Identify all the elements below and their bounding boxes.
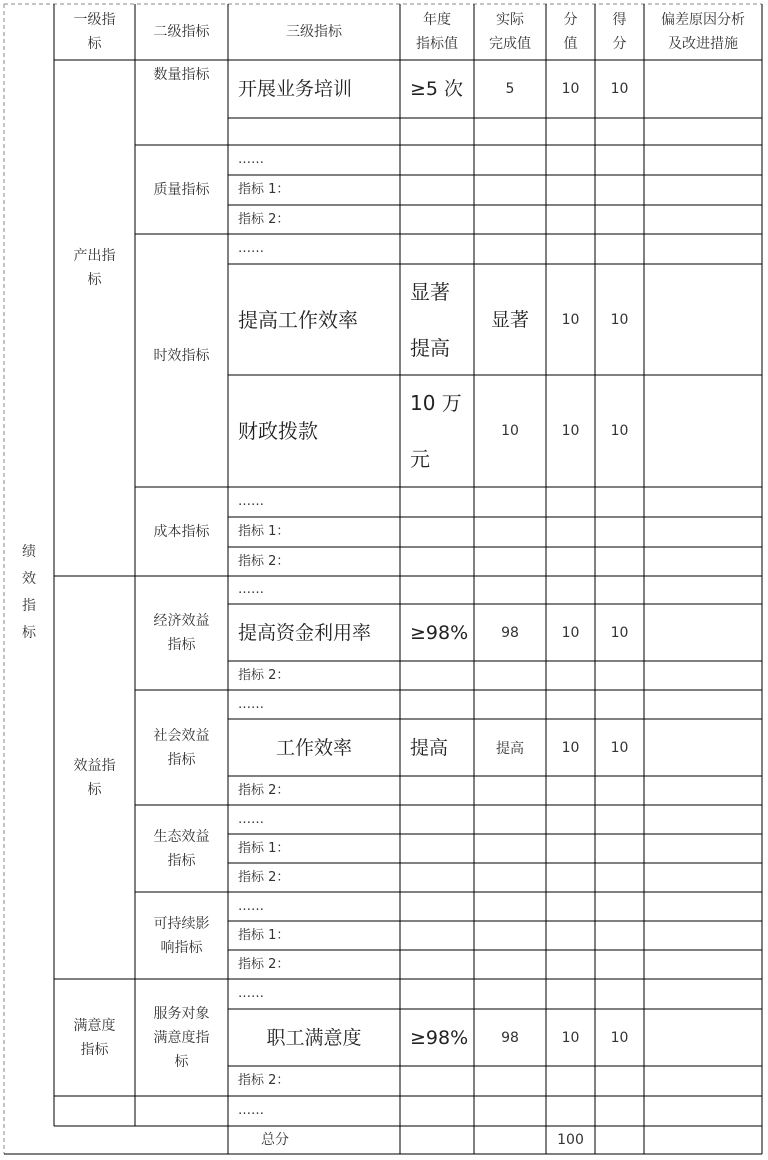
row-deviation-analysis [644, 1096, 762, 1126]
row-score: 10 [610, 624, 629, 641]
row-deviation-analysis [644, 145, 762, 175]
row-deviation-analysis [644, 118, 762, 145]
row-deviation-analysis [644, 60, 762, 118]
row-points [546, 517, 595, 547]
row-annual-target: ≥5 次 [410, 78, 464, 100]
row-score: 10 [610, 423, 629, 439]
row-deviation-analysis [644, 576, 762, 604]
row-score [595, 950, 644, 979]
row-indicator: 指标 1： [238, 927, 290, 943]
row-actual-value [474, 950, 546, 979]
row-indicator: 提高工作效率 [238, 307, 358, 332]
row-deviation-analysis [644, 604, 762, 661]
row-points: 10 [561, 423, 580, 439]
row-indicator: 指标 2： [238, 782, 290, 798]
row-actual-value [474, 1066, 546, 1096]
row-indicator: 提高资金利用率 [238, 621, 372, 644]
row-points [546, 979, 595, 1009]
row-actual-value: 5 [505, 81, 515, 97]
row-score [595, 576, 644, 604]
row-annual-target [400, 1096, 474, 1126]
row-points [546, 1096, 595, 1126]
row-actual-value [474, 921, 546, 950]
row-actual-value [474, 661, 546, 690]
row-points [546, 1066, 595, 1096]
row-indicator: 指标 1： [238, 182, 290, 197]
row-actual-value: 10 [501, 423, 519, 439]
row-indicator: 指标 2： [238, 1073, 290, 1088]
row-annual-target: 提高 [410, 736, 449, 759]
row-actual-value: 显著 [490, 308, 529, 331]
row-score [595, 487, 644, 517]
row-indicator: 财政拨款 [238, 419, 318, 443]
row-deviation-analysis [644, 979, 762, 1009]
row-indicator: …… [238, 811, 264, 827]
row-indicator: 职工满意度 [266, 1026, 362, 1049]
level2-group-label: 社会效益 指标 [153, 727, 210, 768]
row-indicator: 工作效率 [275, 736, 352, 759]
row-actual-value [474, 834, 546, 863]
row-annual-target [400, 979, 474, 1009]
row-score [595, 1066, 644, 1096]
row-deviation-analysis [644, 264, 762, 375]
row-score [595, 175, 644, 205]
row-actual-value [474, 517, 546, 547]
row-points: 10 [561, 624, 580, 641]
row-annual-target [400, 547, 474, 576]
row-annual-target [400, 517, 474, 547]
total-points: 100 [557, 1132, 584, 1148]
row-indicator: 指标 2： [238, 956, 290, 972]
row-annual-target [400, 205, 474, 234]
row-annual-target [400, 118, 474, 145]
row-actual-value [474, 576, 546, 604]
row-deviation-analysis [644, 921, 762, 950]
row-points [546, 487, 595, 517]
row-score [595, 979, 644, 1009]
row-deviation-analysis [644, 1009, 762, 1066]
row-annual-target [400, 1066, 474, 1096]
row-score [595, 145, 644, 175]
row-deviation-analysis [644, 834, 762, 863]
row-deviation-analysis [644, 661, 762, 690]
row-indicator: …… [238, 696, 264, 712]
row-annual-target [400, 487, 474, 517]
row-points [546, 921, 595, 950]
header-actual-value: 实际 完成值 [489, 12, 531, 52]
row-points: 10 [561, 81, 580, 97]
row-actual-value [474, 1096, 546, 1126]
row-points: 10 [561, 311, 580, 328]
row-deviation-analysis [644, 863, 762, 892]
row-deviation-analysis [644, 719, 762, 776]
row-points [546, 205, 595, 234]
row-indicator: 指标 2： [238, 553, 290, 569]
row-actual-value: 提高 [496, 740, 524, 757]
row-deviation-analysis [644, 892, 762, 921]
row-actual-value: 98 [501, 1029, 519, 1046]
level2-group-label: 时效指标 [153, 348, 210, 364]
row-deviation-analysis [644, 805, 762, 834]
row-indicator: …… [238, 1103, 264, 1118]
header-level2: 二级指标 [153, 24, 210, 40]
row-annual-target [400, 863, 474, 892]
row-actual-value [474, 234, 546, 264]
row-deviation-analysis [644, 950, 762, 979]
row-annual-target [400, 921, 474, 950]
row-score [595, 834, 644, 863]
row-points [546, 863, 595, 892]
row-deviation-analysis [644, 487, 762, 517]
row-score [595, 547, 644, 576]
total-label: 总分 [261, 1132, 289, 1148]
row-points [546, 892, 595, 921]
row-points [546, 234, 595, 264]
row-deviation-analysis [644, 234, 762, 264]
row-score: 10 [610, 739, 629, 756]
level2-group-label: 经济效益 指标 [153, 613, 210, 653]
row-indicator: …… [238, 986, 264, 1001]
header-level3: 三级指标 [286, 24, 342, 40]
row-actual-value [474, 863, 546, 892]
row-annual-target [400, 576, 474, 604]
row-actual-value [474, 776, 546, 805]
header-points: 分 值 [563, 12, 578, 52]
header-score: 得 分 [612, 12, 627, 52]
row-score [595, 805, 644, 834]
level2-group-label: 成本指标 [153, 523, 210, 540]
row-score: 10 [610, 311, 629, 328]
row-annual-target: 10 万 元 [410, 391, 462, 471]
row-score: 10 [610, 1029, 629, 1046]
row-annual-target [400, 950, 474, 979]
row-actual-value [474, 892, 546, 921]
row-annual-target [400, 892, 474, 921]
level2-group-label: 可持续影 响指标 [153, 915, 210, 956]
row-score [595, 776, 644, 805]
level2-group-label: 生态效益 指标 [153, 828, 210, 869]
level2-group-label: 质量指标 [153, 181, 210, 198]
row-points: 10 [561, 739, 580, 756]
row-deviation-analysis [644, 375, 762, 487]
row-points [546, 175, 595, 205]
row-points [546, 690, 595, 719]
row-actual-value [474, 175, 546, 205]
row-score [595, 205, 644, 234]
row-points [546, 145, 595, 175]
row-indicator: …… [238, 898, 264, 914]
row-score [595, 661, 644, 690]
row-score [595, 863, 644, 892]
total-score [595, 1126, 644, 1154]
row-score: 10 [610, 81, 629, 97]
row-points [546, 805, 595, 834]
row-indicator: 开展业务培训 [238, 78, 353, 100]
row-score [595, 690, 644, 719]
row-actual-value [474, 205, 546, 234]
row-deviation-analysis [644, 547, 762, 576]
row-annual-target [400, 145, 474, 175]
row-annual-target [400, 776, 474, 805]
row-points [546, 661, 595, 690]
row-indicator: 指标 2： [238, 211, 290, 227]
row-actual-value [474, 690, 546, 719]
row-points [546, 776, 595, 805]
row-points [546, 950, 595, 979]
row-indicator: 指标 1： [238, 840, 290, 856]
row-annual-target [400, 690, 474, 719]
row-deviation-analysis [644, 175, 762, 205]
row-indicator: 指标 2： [238, 667, 290, 683]
row-annual-target [400, 661, 474, 690]
row-indicator: …… [238, 241, 264, 256]
row-actual-value [474, 979, 546, 1009]
row-deviation-analysis [644, 690, 762, 719]
row-score [595, 1096, 644, 1126]
row-actual-value [474, 547, 546, 576]
row-actual-value [474, 805, 546, 834]
row-points [546, 834, 595, 863]
level1-group-label: 效益指 标 [73, 757, 116, 798]
row-score [595, 517, 644, 547]
row-annual-target [400, 234, 474, 264]
header-level1: 一级指 标 [73, 12, 116, 52]
row-actual-value [474, 145, 546, 175]
row-annual-target [400, 175, 474, 205]
level1-group-label: 满意度 指标 [73, 1017, 116, 1058]
header-annual-target: 年度 指标值 [416, 12, 458, 52]
row-score [595, 892, 644, 921]
row-actual-value: 98 [501, 624, 519, 641]
row-annual-target: ≥98% [410, 1026, 469, 1049]
row-score [595, 234, 644, 264]
row-indicator: 指标 2： [238, 869, 290, 885]
row-deviation-analysis [644, 776, 762, 805]
row-points: 10 [561, 1029, 580, 1046]
row-actual-value [474, 487, 546, 517]
header-deviation-analysis: 偏差原因分析 及改进措施 [661, 12, 745, 52]
category-label: 绩 效 指 标 [22, 544, 36, 641]
level1-group-label: 产出指 标 [73, 248, 116, 288]
row-indicator: …… [238, 494, 264, 509]
row-indicator: …… [238, 582, 264, 597]
row-indicator [228, 118, 400, 145]
row-deviation-analysis [644, 205, 762, 234]
row-deviation-analysis [644, 517, 762, 547]
row-score [595, 118, 644, 145]
row-points [546, 118, 595, 145]
row-points [546, 547, 595, 576]
row-deviation-analysis [644, 1066, 762, 1096]
level2-group-label: 数量指标 [153, 66, 210, 83]
row-annual-target [400, 805, 474, 834]
row-annual-target [400, 834, 474, 863]
row-indicator: 指标 1： [238, 524, 290, 539]
row-annual-target: ≥98% [410, 621, 469, 644]
level2-group-label: 服务对象 满意度指 标 [153, 1005, 210, 1070]
row-points [546, 576, 595, 604]
row-annual-target: 显著 提高 [410, 279, 450, 360]
row-score [595, 921, 644, 950]
row-actual-value [474, 118, 546, 145]
row-indicator: …… [238, 152, 264, 167]
